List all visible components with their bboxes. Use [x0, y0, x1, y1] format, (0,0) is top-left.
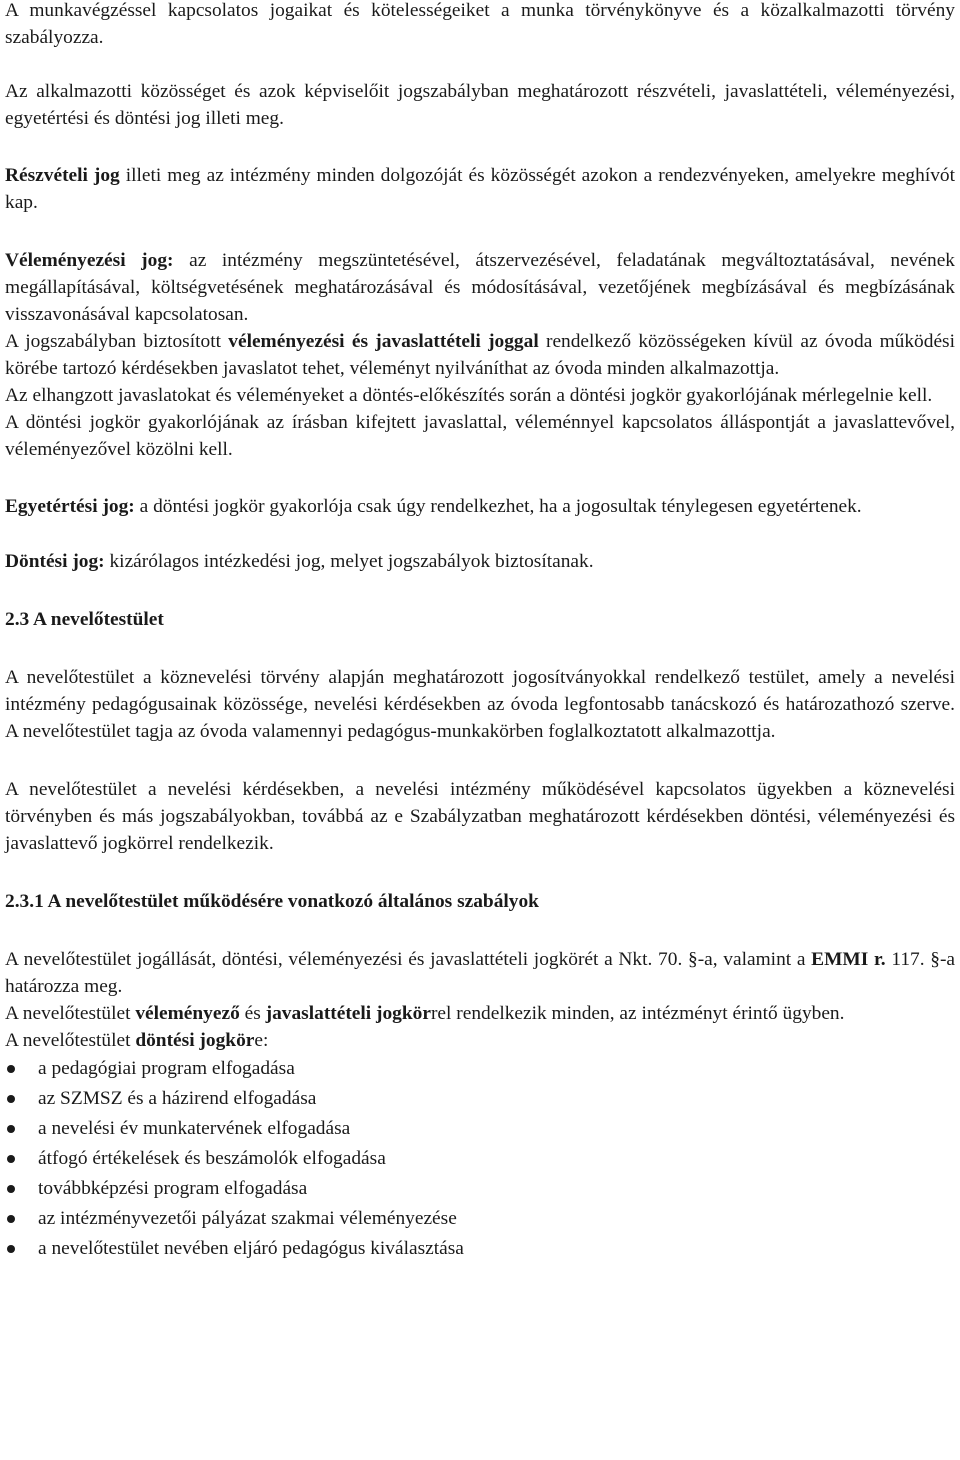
list-item: továbbképzési program elfogadása [5, 1174, 955, 1204]
list-item: a pedagógiai program elfogadása [5, 1054, 955, 1084]
decision-right-paragraph: Döntési jog: kizárólagos intézkedési jog, melyet jogszabályok biztosítanak. [5, 551, 594, 572]
list-item: az intézményvezetői pályázat szakmai véleményezése [5, 1204, 955, 1234]
decision-powers-list [5, 1054, 955, 1264]
staff-definition-paragraph: A nevelőtestület a köznevelési törvény alapján meghatározott jogosítványokkal rendelkező testület, amely a nevelési intézmény pedagógusainak közössége, nevelési kérdésekben az óvoda legfontosabb tanácskozó és határozathozó szerve. A nevelőtestület tagja az óvoda valamennyi pedagógus-munkakörben foglalkoztatott alkalmazottja. [5, 667, 955, 742]
consideration-paragraph: Az elhangzott javaslatokat és véleményeket a döntés-előkészítés során a döntési jogkör gyakorlójának mérlegelnie kell. [5, 385, 933, 406]
legal-status-paragraph: A nevelőtestület jogállását, döntési, véleményezési és javaslattételi jogkörét a Nkt. 70. §-a, valamint a EMMI r. 117. §-a határozza meg. [5, 949, 956, 997]
section-heading-2-3: 2.3 A nevelőtestület [5, 609, 164, 630]
participation-right-term: Részvételi jog [5, 165, 120, 186]
consent-right-paragraph: Egyetértési jog: a döntési jogkör gyakorlója csak úgy rendelkezhet, ha a jogosultak ténylegesen egyetértenek. [5, 496, 862, 517]
list-item: átfogó értékelések és beszámolók elfogadása [5, 1144, 955, 1174]
list-item: a nevelési év munkatervének elfogadása [5, 1114, 955, 1144]
consent-right-term: Egyetértési jog: [5, 496, 135, 517]
list-item: a nevelőtestület nevében eljáró pedagógus kiválasztása [5, 1234, 955, 1264]
section-heading-2-3-1: 2.3.1 A nevelőtestület működésére vonatkozó általános szabályok [5, 891, 539, 912]
participation-right-paragraph: Részvételi jog illeti meg az intézmény minden dolgozóját és közösségét azokon a rendezvényeken, amelyekre meghívót kap. [5, 165, 955, 213]
intro-paragraph: A munkavégzéssel kapcsolatos jogaikat és kötelességeiket a munka törvénykönyve és a közalkalmazotti törvény szabályozza. [5, 0, 955, 48]
opinion-right-paragraph: Véleményezési jog: az intézmény megszüntetésével, átszervezésével, feladatának megváltoztatásával, nevének megállapításával, költségvetésének meghatározásával és módosításával, vezetőjének megbízásával és megbízásának visszavonásával kapcsolatosan. [5, 250, 956, 325]
decision-right-term: Döntési jog: [5, 551, 105, 572]
opinion-right-term: Véleményezési jog: [5, 250, 174, 271]
proposal-right-paragraph: A jogszabályban biztosított véleményezési és javaslattételi joggal rendelkező közösségeken kívül az óvoda működési körébe tartozó kérdésekben javaslatot tehet, véleményt nyilváníthat az óvoda minden alkalmazottja. [5, 331, 955, 379]
list-item: az SZMSZ és a házirend elfogadása [5, 1084, 955, 1114]
response-paragraph: A döntési jogkör gyakorlójának az írásban kifejtett javaslattal, véleménnyel kapcsolatos álláspontját a javaslattevővel, véleményezővel közölni kell. [5, 412, 955, 460]
decision-powers-intro: A nevelőtestület döntési jogköre: [5, 1030, 269, 1051]
staff-powers-paragraph: A nevelőtestület a nevelési kérdésekben, a nevelési intézmény működésével kapcsolatos ügyekben a köznevelési törvényben és más jogszabályokban, továbbá az e Szabályzatban meghatározott kérdésekben döntési, véleményezési és javaslattevő jogkörrel rendelkezik. [5, 779, 955, 854]
opinion-powers-paragraph: A nevelőtestület véleményező és javaslattételi jogkörrel rendelkezik minden, az intézményt érintő ügyben. [5, 1003, 845, 1024]
rights-paragraph: Az alkalmazotti közösséget és azok képviselőit jogszabályban meghatározott részvételi, javaslattételi, véleményezési, egyetértési és döntési jog illeti meg. [5, 81, 955, 129]
